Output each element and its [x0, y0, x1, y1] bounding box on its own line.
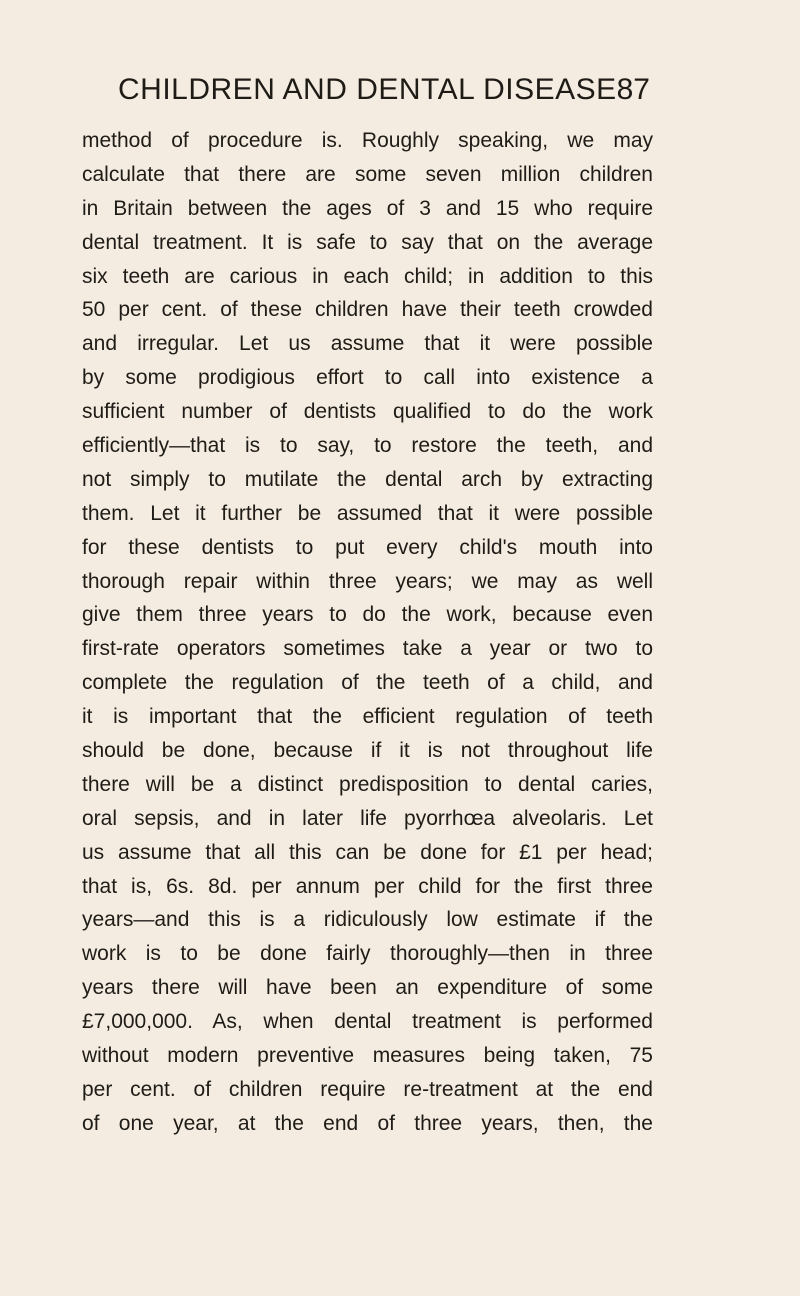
text-line: sufficient number of dentists qualified to do the work — [82, 400, 653, 424]
text-line: per cent. of children require re-treatment at the end — [82, 1077, 653, 1101]
text-line: method of procedure is. Roughly speaking, we may — [82, 129, 653, 152]
text-line: them. Let it further be assumed that it were possible — [82, 501, 653, 525]
page-number: 87 — [616, 73, 650, 106]
text-line: 50 per cent. of these children have their teeth crowded — [82, 298, 653, 322]
text-line: thorough repair within three years; we may as well — [82, 569, 653, 593]
text-line: dental treatment. It is safe to say that on the average — [82, 230, 653, 254]
text-line: there will be a distinct predisposition to dental caries, — [82, 772, 653, 796]
text-line: us assume that all this can be done for £1 per head; — [82, 840, 653, 864]
text-line: without modern preventive measures being taken, 75 — [82, 1044, 653, 1068]
text-line: not simply to mutilate the dental arch by extracting — [82, 467, 653, 491]
text-line: complete the regulation of the teeth of a child, and — [82, 671, 653, 695]
text-line: give them three years to do the work, because even — [82, 603, 653, 627]
text-line: of one year, at the end of three years, then, the — [82, 1111, 653, 1135]
text-line: should be done, because if it is not throughout life — [82, 739, 653, 763]
text-line: that is, 6s. 8d. per annum per child for the first three — [82, 874, 653, 898]
text-line: for these dentists to put every child's mouth into — [82, 535, 653, 559]
text-line: calculate that there are some seven million children — [82, 162, 653, 186]
text-line: £7,000,000. As, when dental treatment is performed — [82, 1010, 653, 1034]
text-line: years—and this is a ridiculously low estimate if the — [82, 908, 653, 932]
running-head — [118, 72, 650, 112]
text-line: oral sepsis, and in later life pyorrhœa alveolaris. Let — [82, 806, 653, 830]
text-line: by some prodigious effort to call into existence a — [82, 366, 653, 390]
text-line: work is to be done fairly thoroughly—then in three — [82, 942, 653, 966]
text-line: years there will have been an expenditure of some — [82, 976, 653, 1000]
text-line: and irregular. Let us assume that it were possible — [82, 332, 653, 356]
text-line: six teeth are carious in each child; in addition to this — [82, 264, 653, 288]
running-title: CHILDREN AND DENTAL DISEASE — [118, 73, 617, 106]
text-line: first-rate operators sometimes take a year or two to — [82, 637, 653, 661]
body-text — [82, 124, 653, 1141]
text-line: in Britain between the ages of 3 and 15 who require — [82, 196, 653, 220]
text-line: it is important that the efficient regulation of teeth — [82, 705, 653, 729]
text-line: efficiently—that is to say, to restore the teeth, and — [82, 434, 653, 458]
